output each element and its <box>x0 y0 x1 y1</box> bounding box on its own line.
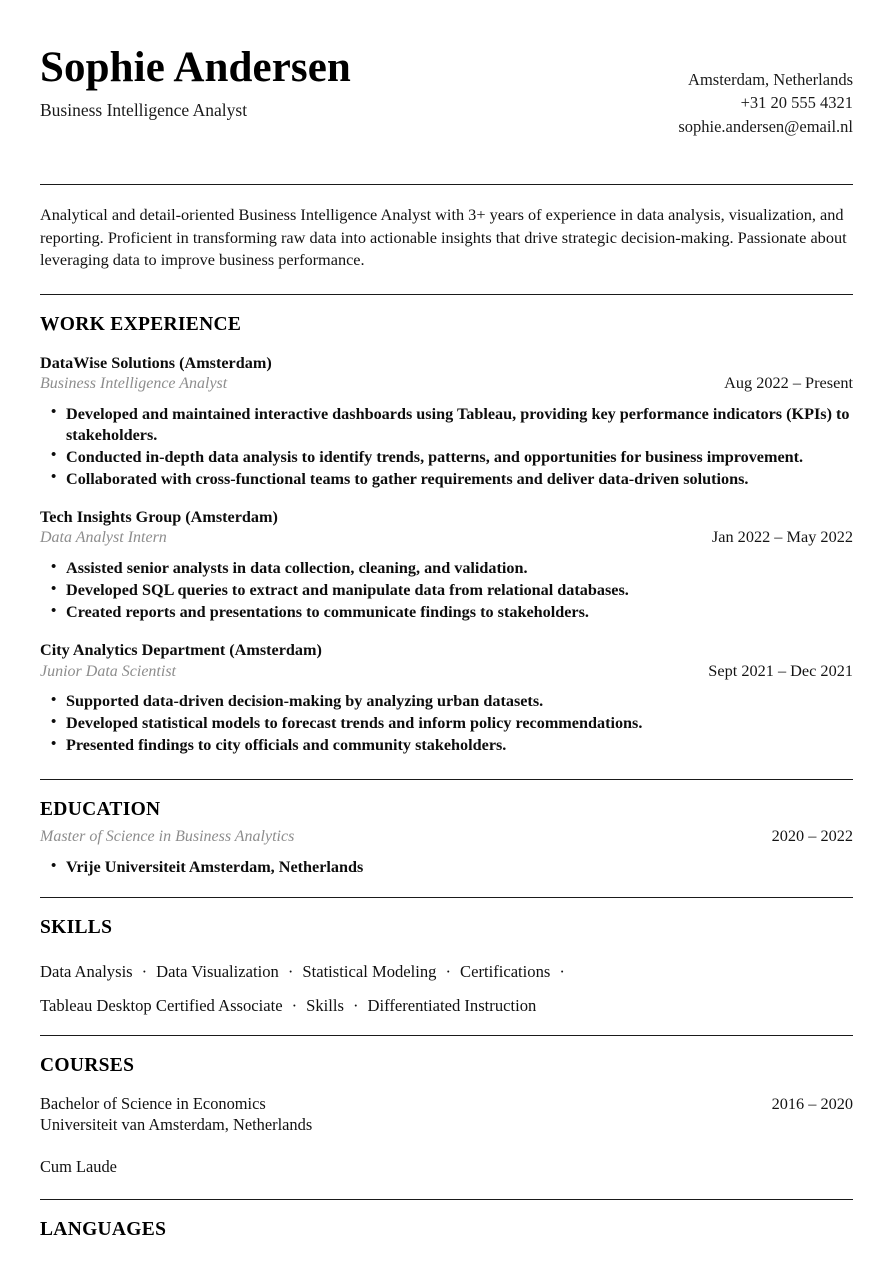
divider-header <box>40 184 853 185</box>
work-role-row <box>40 527 853 549</box>
work-entry <box>40 507 853 623</box>
list-item: • Presented findings to city officials and community stakeholders. <box>40 735 853 756</box>
skill-item: Statistical Modeling <box>302 962 437 982</box>
skills-list <box>40 955 853 1021</box>
work-role: Data Analyst Intern <box>40 529 167 547</box>
section-title-education: EDUCATION <box>40 799 161 821</box>
skill-item: Data Visualization <box>156 962 279 982</box>
work-dates: Jan 2022 – May 2022 <box>711 527 853 547</box>
list-item: • Assisted senior analysts in data collection, cleaning, and validation. <box>40 558 853 579</box>
section-title-languages: LANGUAGES <box>40 1218 167 1240</box>
work-bullet-list <box>40 691 853 756</box>
skill-separator: · <box>141 962 148 982</box>
section-title-courses: COURSES <box>40 1054 135 1076</box>
professional-summary: Analytical and detail-oriented Business Intelligence Analyst with 3+ years of experience in data analysis, visualization, and reporting. Proficient in transforming raw data into actionable insights that drive strategic decision-making. Passionate about leveraging data to improve business performance. <box>40 205 847 270</box>
list-item: • Conducted in-depth data analysis to identify trends, patterns, and opportunities for business improvement. <box>40 447 853 468</box>
skill-item: Certifications <box>460 962 551 982</box>
work-organization: City Analytics Department (Amsterdam) <box>40 641 322 660</box>
list-item: • Created reports and presentations to communicate findings to stakeholders. <box>40 602 853 623</box>
work-role-row <box>40 661 853 683</box>
page-title: Sophie Andersen <box>40 44 351 91</box>
work-bullet-list <box>40 404 853 490</box>
list-item: • Supported data-driven decision-making by analyzing urban datasets. <box>40 691 853 712</box>
skill-separator: · <box>291 995 298 1015</box>
divider-courses <box>40 1199 853 1200</box>
work-role: Business Intelligence Analyst <box>40 374 228 392</box>
work-entry <box>40 640 853 756</box>
divider-summary <box>40 294 853 295</box>
list-item: • Developed SQL queries to extract and manipulate data from relational databases. <box>40 580 853 601</box>
list-item: • Collaborated with cross-functional teams to gather requirements and deliver data-driven solutions. <box>40 469 853 490</box>
skill-separator: · <box>287 962 294 982</box>
list-item: • Vrije Universiteit Amsterdam, Netherlands <box>40 857 853 878</box>
education-row <box>40 826 853 848</box>
course-dates: 2016 – 2020 <box>771 1093 853 1113</box>
skill-separator: · <box>352 995 359 1015</box>
contact-location: Amsterdam, Netherlands <box>688 70 853 89</box>
section-languages <box>40 1219 853 1241</box>
section-work-experience <box>40 314 853 757</box>
work-organization: Tech Insights Group (Amsterdam) <box>40 508 278 527</box>
contact-block <box>678 46 853 138</box>
skill-item: Tableau Desktop Certified Associate <box>40 995 283 1015</box>
work-dates: Sept 2021 – Dec 2021 <box>708 660 853 680</box>
course-entry <box>40 1093 853 1177</box>
skill-item: Data Analysis <box>40 962 133 982</box>
education-dates: 2020 – 2022 <box>771 826 853 846</box>
skill-item: Differentiated Instruction <box>367 995 537 1015</box>
work-bullet-list <box>40 558 853 623</box>
education-degree: Master of Science in Business Analytics <box>40 828 295 846</box>
divider-work <box>40 779 853 780</box>
section-skills <box>40 917 853 1021</box>
section-title-work: WORK EXPERIENCE <box>40 313 242 335</box>
course-title: Bachelor of Science in Economics <box>40 1093 266 1113</box>
section-title-skills: SKILLS <box>40 917 113 939</box>
course-institution: Universiteit van Amsterdam, Netherlands <box>40 1114 313 1134</box>
divider-skills <box>40 1035 853 1036</box>
education-bullet-list <box>40 857 853 878</box>
skill-item: Skills <box>306 995 344 1015</box>
work-role-row <box>40 373 853 395</box>
course-title-row <box>40 1093 853 1114</box>
identity-block <box>40 46 351 121</box>
section-education <box>40 799 853 878</box>
resume-header <box>40 0 853 138</box>
work-organization: DataWise Solutions (Amsterdam) <box>40 353 272 372</box>
section-courses <box>40 1055 853 1177</box>
list-item: • Developed and maintained interactive dashboards using Tableau, providing key performance indicators (KPIs) to stakeholders. <box>40 404 853 446</box>
contact-email[interactable]: sophie.andersen@email.nl <box>678 116 853 136</box>
work-entry <box>40 353 853 490</box>
list-item: • Developed statistical models to forecast trends and inform policy recommendations. <box>40 713 853 734</box>
skill-separator: · <box>559 962 565 982</box>
skill-separator: · <box>445 962 452 982</box>
work-role: Junior Data Scientist <box>40 662 176 680</box>
course-honors: Cum Laude <box>40 1156 117 1176</box>
contact-phone[interactable]: +31 20 555 4321 <box>740 93 853 113</box>
work-dates: Aug 2022 – Present <box>724 372 853 392</box>
professional-headline: Business Intelligence Analyst <box>40 99 248 120</box>
divider-education <box>40 897 853 898</box>
